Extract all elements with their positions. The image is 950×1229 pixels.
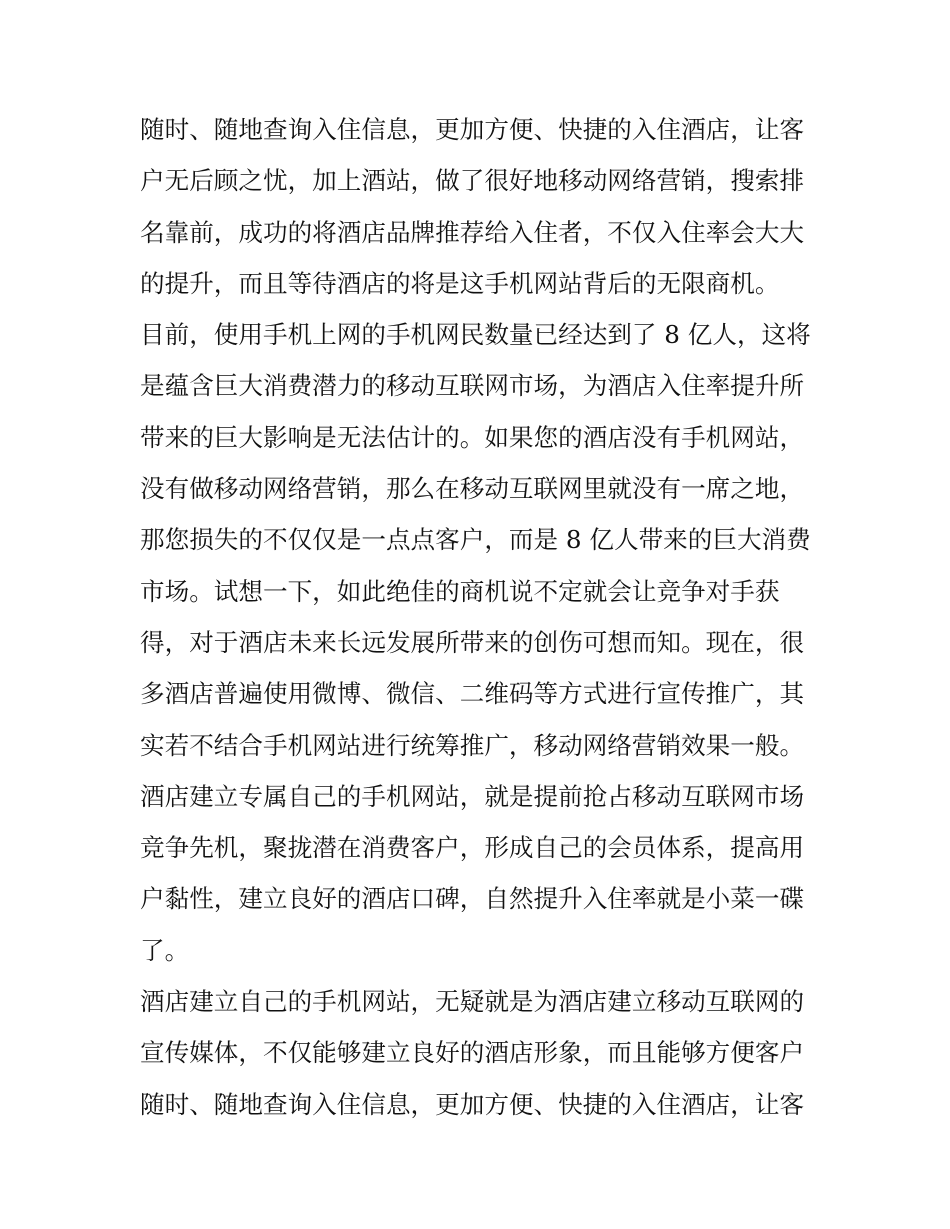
text-line: 竞争先机，聚拢潜在消费客户，形成自己的会员体系，提高用: [140, 833, 805, 863]
body-text: [140, 104, 820, 1130]
text-line: 了。: [140, 935, 190, 965]
text-line: 宣传媒体，不仅能够建立良好的酒店形象，而且能够方便客户: [140, 1038, 805, 1068]
text-line: 酒店建立自己的手机网站，无疑就是为酒店建立移动互联网的: [140, 987, 805, 1017]
text-line: 没有做移动网络营销，那么在移动互联网里就没有一席之地，: [140, 474, 805, 504]
text-line: 随时、随地查询入住信息，更加方便、快捷的入住酒店，让客: [140, 1089, 805, 1119]
text-line: 得，对于酒店未来长远发展所带来的创伤可想而知。现在，很: [140, 627, 805, 657]
text-line: 户无后顾之忧，加上酒站，做了很好地移动网络营销，搜索排: [140, 166, 805, 196]
text-line: 市场。试想一下，如此绝佳的商机说不定就会让竞争对手获: [140, 576, 780, 606]
text-line: 酒店建立专属自己的手机网站，就是提前抢占移动互联网市场: [140, 781, 805, 811]
text-line: 的提升，而且等待酒店的将是这手机网站背后的无限商机。: [140, 268, 780, 298]
text-line: 名靠前，成功的将酒店品牌推荐给入住者，不仅入住率会大大: [140, 217, 805, 247]
text-line: 户黏性，建立良好的酒店口碑，自然提升入住率就是小菜一碟: [140, 884, 805, 914]
text-line: 随时、随地查询入住信息，更加方便、快捷的入住酒店，让客: [140, 115, 805, 144]
text-line: 实若不结合手机网站进行统筹推广，移动网络营销效果一般。: [140, 730, 805, 760]
text-line: 那您损失的不仅仅是一点点客户，而是 8 亿人带来的巨大消费: [140, 525, 811, 555]
text-line: 目前，使用手机上网的手机网民数量已经达到了 8 亿人，这将: [140, 320, 811, 350]
text-line: 带来的巨大影响是无法估计的。如果您的酒店没有手机网站，: [140, 422, 805, 452]
text-line: 多酒店普遍使用微博、微信、二维码等方式进行宣传推广，其: [140, 679, 805, 709]
text-line: 是蕴含巨大消费潜力的移动互联网市场，为酒店入住率提升所: [140, 371, 805, 401]
